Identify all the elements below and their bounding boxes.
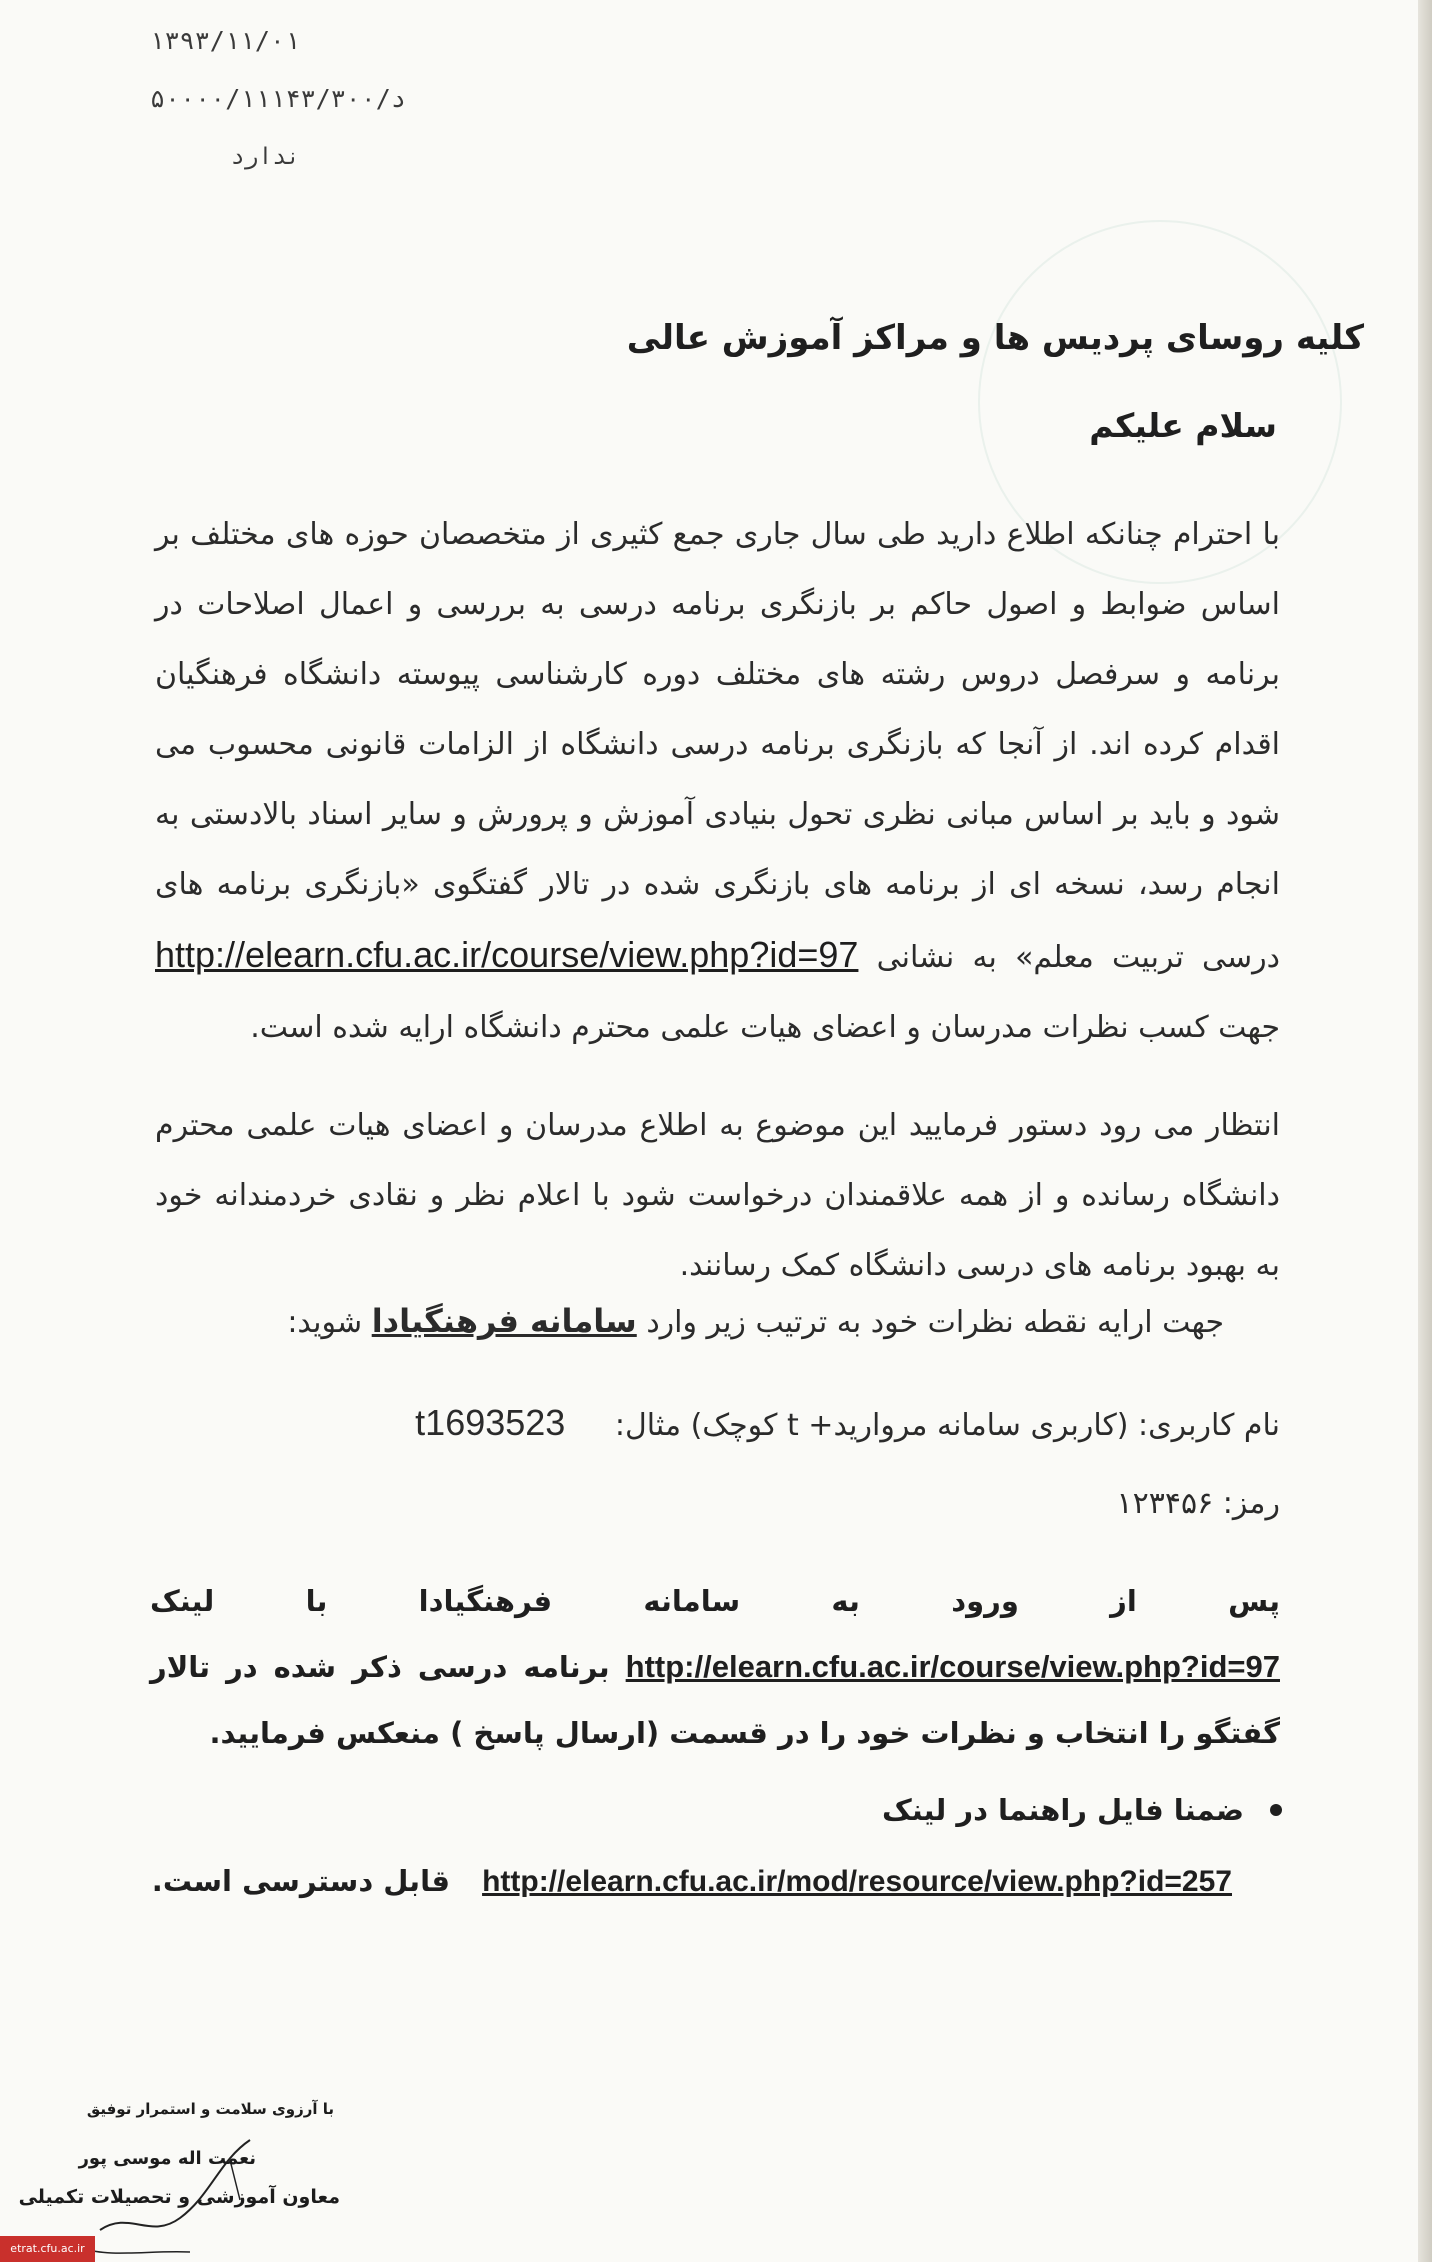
letter-number: ۵۰۰۰۰/۱۱۱۴۳/۳۰۰/د <box>150 84 406 113</box>
guide-bullet <box>151 1780 1282 1899</box>
letter-meta <box>140 12 406 186</box>
signature-title: معاون آموزشی و تحصیلات تکمیلی <box>18 2186 340 2208</box>
body-paragraph-1-text: با احترام چنانکه اطلاع دارید طی سال جاری جمع کثیری از متخصصان حوزه های مختلف بر اساس ضوابط و اصول حاکم بر بازنگری برنامه درسی به بررسی و اعمال اصلاحات در برنامه و سرفصل دروس رشته های مختلف دوره کارشناسی پیوسته دانشگاه فرهنگیان اقدام کرده اند. از آنجا که بازنگری برنامه درسی دانشگاه از الزامات قانونی محسوب می شود و باید بر اساس مبانی نظری تحول بنیادی آموزش و پرورش و سایر اسناد بالادستی به انجام رسد، نسخه ای از برنامه های بازنگری شده در تالار گفتگوی «بازنگری برنامه های درسی تربیت معلم» به نشانی <box>155 517 1280 975</box>
signature-name: نعمت اله موسی پور <box>78 2148 256 2169</box>
instructions-intro <box>287 1302 1224 1340</box>
username-line <box>415 1402 1280 1444</box>
after-login-tail: برنامه درسی ذکر شده در تالار گفتگو را انتخاب و نظرات خود را در قسمت (ارسال پاسخ ) منعکس فرمایید. <box>150 1650 1280 1750</box>
bullet-dot-icon <box>1270 1804 1282 1816</box>
body-paragraph-2: انتظار می رود دستور فرمایید این موضوع به اطلاع مدرسان و اعضای هیات علمی محترم دانشگاه رسانده و از همه علاقمندان درخواست شود با اعلام نظر و نقادی خردمندانه خود به بهبود برنامه های درسی دانشگاه کمک رسانند. <box>155 1108 1280 1283</box>
body-paragraph-1-tail: جهت کسب نظرات مدرسان و اعضای هیات علمی محترم دانشگاه ارایه شده است. <box>250 1010 1280 1045</box>
guide-bullet-line <box>172 1780 1282 1840</box>
site-watermark: etrat.cfu.ac.ir <box>0 2236 95 2262</box>
system-name: سامانه فرهنگیادا <box>371 1302 637 1340</box>
guide-link-line <box>151 1864 1232 1899</box>
body-paragraph-1 <box>155 500 1280 1063</box>
password-line: رمز: ۱۲۳۴۵۶ <box>1116 1486 1280 1521</box>
instructions-intro-tail: شوید: <box>287 1305 363 1340</box>
signature-wish: با آرزوی سلامت و استمرار توفیق <box>86 2100 334 2118</box>
forum-link[interactable]: http://elearn.cfu.ac.ir/course/view.php?id=97 <box>155 934 859 975</box>
letter-body <box>155 500 1280 1301</box>
after-login-paragraph <box>150 1568 1280 1766</box>
username-label: نام کاربری: (کاربری سامانه مروارید+ t کوچک) مثال: <box>614 1408 1280 1443</box>
username-example: t1693523 <box>415 1402 566 1443</box>
handwritten-signature-icon <box>70 2100 340 2260</box>
letter-date: ۱۳۹۳/۱۱/۰۱ <box>149 26 300 55</box>
salutation: سلام علیکم <box>1089 406 1277 445</box>
after-login-text: پس از ورود به سامانه فرهنگیادا با لینک <box>150 1584 1280 1618</box>
guide-link[interactable]: http://elearn.cfu.ac.ir/mod/resource/view.php?id=257 <box>482 1865 1232 1898</box>
guide-tail: قابل دسترسی است. <box>151 1864 450 1898</box>
guide-bullet-text: ضمنا فایل راهنما در لینک <box>882 1793 1244 1827</box>
instructions-intro-text: جهت ارایه نقطه نظرات خود به ترتیب زیر وارد <box>646 1305 1224 1340</box>
course-link[interactable]: http://elearn.cfu.ac.ir/course/view.php?id=97 <box>625 1649 1280 1684</box>
recipient-line: کلیه روسای پردیس ها و مراکز آموزش عالی <box>626 318 1364 358</box>
letter-attachment: ندارد <box>230 144 300 170</box>
page-edge-shadow <box>1418 0 1432 2262</box>
